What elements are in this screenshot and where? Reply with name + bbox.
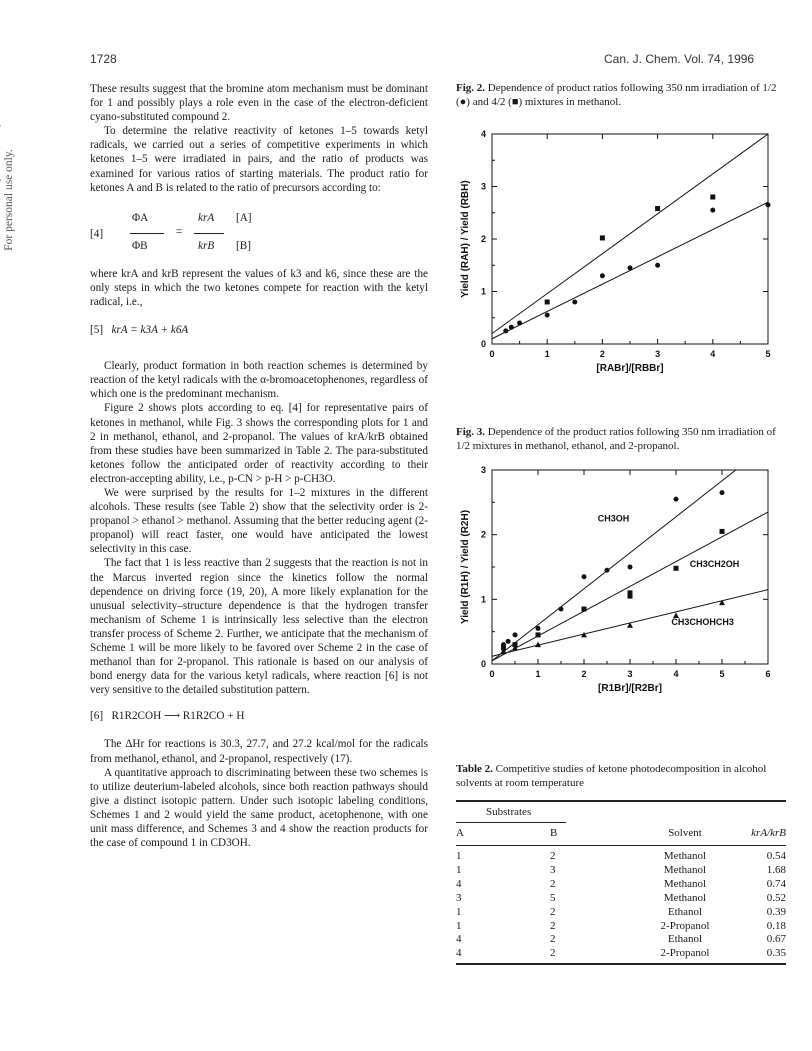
table-cell: 0.35: [766, 947, 786, 960]
x-tick-label: 6: [765, 669, 771, 679]
series-label: CH3CHOHCH3: [671, 617, 734, 628]
data-point-circle: [600, 273, 605, 278]
equation-6: [90, 709, 428, 723]
paragraph: where krA and krB represent the values of k3 and k6, since these are the only steps in which the two ketones compete for reaction with the ketyl radical, i.e.,: [90, 267, 428, 308]
table-row: [456, 878, 786, 892]
x-tick-label: 5: [719, 669, 725, 679]
caption-label: Table 2.: [456, 763, 493, 775]
x-axis-label: [R1Br]/[R2Br]: [598, 683, 662, 694]
paragraph: To determine the relative reactivity of ketones 1–5 towards ketyl radicals, we carried out a series of competitive experiments in which ketones 1–5 were irradiated in pairs, and the ratio of products was examined for various ratios of starting materials. The product ratio for ketones A and B is related to the ratio of precursors according to:: [90, 125, 428, 194]
table-header: krA/krB: [751, 827, 786, 840]
x-tick-label: 2: [599, 349, 605, 359]
table-cell: 4: [456, 877, 462, 890]
caption-text: Competitive studies of ketone photodecomposition in alcohol solvents at room temperature: [456, 763, 767, 789]
fraction-bar: [130, 233, 164, 234]
equation-term: [B]: [236, 239, 251, 252]
x-tick-label: 5: [765, 349, 771, 359]
data-point-circle: [572, 300, 577, 305]
equation-term: =: [176, 225, 183, 238]
table-cell: 1: [456, 850, 462, 862]
y-tick-label: 2: [480, 529, 486, 540]
data-point-circle: [628, 565, 633, 570]
download-note: [0, 0, 18, 560]
y-axis-label: Yield (RAH) / Yield (RBH): [460, 180, 471, 298]
equation-term: krA: [198, 211, 215, 224]
table-cell: 3: [550, 863, 556, 876]
page-number: 1728: [90, 52, 117, 66]
x-tick-label: 1: [535, 669, 541, 679]
fig2-caption: [456, 82, 786, 109]
data-point-circle: [655, 263, 660, 268]
table-cell: 2: [550, 850, 556, 862]
x-tick-label: 2: [581, 669, 587, 679]
y-tick-label: 0: [480, 659, 486, 669]
equation-label: [6]: [90, 710, 104, 723]
table-header: B: [550, 827, 558, 840]
table-header: A: [456, 827, 464, 840]
data-point-square: [600, 235, 605, 240]
paragraph: A quantitative approach to discriminating between these two schemes is to utilize deuterium-labeled alcohols, since both reaction pathways should give a distinct isotopic pattern. Under such isotopic labeling conditions, Schemes 1 and 2 would yield the same product, acetophenone, with one unit mass difference, and Schemes 3 and 4 show the reaction products for the case of compound 1 in CD3OH.: [90, 766, 428, 850]
table-cell: Methanol: [663, 863, 707, 876]
table-cell: 5: [550, 891, 556, 904]
data-point-square: [582, 607, 587, 612]
left-text-column: [90, 82, 428, 850]
data-point-circle: [503, 328, 508, 333]
fig3-chart: [446, 462, 786, 694]
data-point-circle: [710, 208, 715, 213]
equation-term: ΦB: [132, 239, 148, 252]
y-tick-label: 3: [480, 181, 486, 192]
data-point-circle: [536, 626, 541, 631]
paragraph: Figure 2 shows plots according to eq. [4] for representative pairs of ketones in methanol, while Fig. 3 shows the corresponding plots for 1 and 2 in methanol, ethanol, and 2-propanol. The values of krA/krB obtained from these studies have been summarized in Table 2. The para-substituted ketones follow the anticipated order of reactivity according to their electron-accepting ability, i.e., p-CN > p-H > p-CH3O.: [90, 402, 428, 485]
table-cell: 1: [456, 905, 462, 918]
equation-label: [5]: [90, 324, 104, 337]
table-cell: Methanol: [663, 850, 707, 862]
y-tick-label: 1: [480, 594, 486, 605]
table-row: [456, 920, 786, 934]
data-point-circle: [545, 313, 550, 318]
data-point-square: [545, 300, 550, 305]
fig3-caption: [456, 426, 786, 453]
x-tick-label: 0: [489, 349, 495, 359]
equation-term: krB: [198, 239, 215, 252]
plot-frame: [492, 134, 768, 344]
data-point-circle: [582, 574, 587, 579]
table-cell: 0.39: [766, 905, 786, 918]
table-cell: 0.74: [766, 877, 786, 890]
equation-term: [A]: [236, 211, 252, 224]
table-row: [456, 933, 786, 947]
table-cell: 0.67: [766, 933, 786, 946]
table-cell: 2: [550, 905, 556, 918]
data-point-circle: [559, 607, 564, 612]
series-label: CH3OH: [597, 513, 630, 524]
fraction-bar: [194, 233, 224, 234]
table-row: [456, 846, 786, 864]
table-header-row: [456, 823, 786, 846]
fit-line: [492, 512, 768, 661]
table2-caption: [456, 763, 786, 790]
table-cell: 1.68: [766, 863, 786, 876]
y-tick-label: 4: [480, 129, 486, 139]
equation-body: R1R2COH ⟶ R1R2CO + H: [111, 710, 245, 723]
data-point-circle: [605, 568, 610, 573]
table2: [456, 800, 786, 965]
data-point-circle: [766, 202, 771, 207]
x-tick-label: 0: [489, 669, 495, 679]
table-cell: 3: [456, 891, 462, 904]
download-note-line2: For personal use only.: [3, 149, 15, 251]
table-group-header: Substrates: [486, 806, 532, 818]
table-cell: 0.52: [766, 891, 786, 904]
table-row: [456, 892, 786, 906]
table-cell: Methanol: [663, 891, 707, 904]
table-cell: Ethanol: [667, 933, 703, 946]
table-cell: 4: [456, 933, 462, 946]
data-point-square: [720, 529, 725, 534]
y-tick-label: 3: [480, 465, 486, 475]
x-tick-label: 4: [673, 669, 679, 679]
data-point-square: [710, 195, 715, 200]
table-cell: 0.18: [766, 919, 786, 932]
caption-label: Fig. 3.: [456, 426, 486, 438]
data-point-square: [674, 566, 679, 571]
table-row: [456, 947, 786, 961]
x-tick-label: 3: [655, 349, 661, 359]
table-cell: Methanol: [663, 877, 707, 890]
y-tick-label: 1: [480, 286, 486, 297]
data-point-circle: [628, 265, 633, 270]
table-row: [456, 864, 786, 878]
data-point-circle: [720, 490, 725, 495]
table-cell: 1: [456, 863, 462, 876]
table2-grid: [456, 823, 786, 961]
y-axis-label: Yield (R1H) / Yield (R2H): [460, 509, 471, 625]
equation-4: [90, 209, 428, 261]
data-point-circle: [506, 639, 511, 644]
equation-label: [4]: [90, 227, 104, 240]
data-point-circle: [513, 632, 518, 637]
table-cell: Ethanol: [667, 905, 703, 918]
paragraph: These results suggest that the bromine atom mechanism must be dominant for 1 and possibly plays a role even in the case of the electron-deficient cyano-substituted compound 2.: [90, 83, 428, 124]
x-axis-label: [RABr]/[RBBr]: [596, 363, 664, 374]
data-point-circle: [517, 321, 522, 326]
table-cell: 0.54: [766, 850, 786, 862]
caption-text: Dependence of the product ratios following 350 nm irradiation of 1/2 mixtures in methanol, ethanol, and 2-propanol.: [456, 426, 776, 452]
series-label: CH3CH2OH: [689, 559, 740, 569]
fig2-chart: [446, 124, 786, 374]
x-tick-label: 3: [627, 669, 633, 679]
table-cell: 4: [456, 947, 462, 960]
table-cell: 2-Propanol: [660, 947, 710, 960]
journal-citation: Can. J. Chem. Vol. 74, 1996: [604, 52, 755, 66]
x-tick-label: 4: [710, 349, 716, 359]
data-point-square: [628, 590, 633, 595]
table-cell: 2: [550, 919, 556, 932]
paragraph: Clearly, product formation in both reaction schemes is determined by reaction of the ketyl radicals with the α-bromoacetophenones, regardless of which one is the predominant mechanism.: [90, 360, 428, 401]
data-point-square: [655, 206, 660, 211]
caption-text: Dependence of product ratios following 350 nm irradiation of 1/2 (●) and 4/2 (■) mixtures in methanol.: [456, 82, 777, 108]
table-cell: 2: [550, 933, 556, 946]
y-tick-label: 2: [480, 234, 486, 244]
caption-label: Fig. 2.: [456, 82, 486, 94]
data-point-circle: [509, 325, 514, 330]
y-tick-label: 0: [480, 339, 486, 349]
equation-5: [90, 323, 428, 337]
paragraph: The fact that 1 is less reactive than 2 suggests that the reaction is not in the Marcus inverted region since the kinetics follow the normal dependence on driving force (19, 20), A more likely explanation for the unusual selectivity–structure dependence is that the hydrogen transfer mechanism of Scheme 1 is intrinsically less selective than the electron transfer process of Scheme 2. Further, we anticipate that the mechanism of Scheme 1 will be more likely to be favored over Scheme 2 in the case of methanol than for 2-propanol. This rationale is based on our analysis of bond energy data for the various ketyl radicals, where reaction [6] is not very sensitive to the detailed substitution pattern.: [90, 557, 428, 697]
equation-body: krA = k3A + k6A: [111, 324, 189, 337]
fit-line: [492, 202, 768, 339]
table-cell: 2-Propanol: [660, 919, 710, 932]
paragraph: We were surprised by the results for 1–2 mixtures in the different alcohols. These results (see Table 2) show that the selectivity order is 2-propanol > ethanol > methanol. Assuming that the better reducing agent (2-propanol) will react faster, one would have anticipated the lowest selectivity in this case.: [90, 486, 428, 556]
table-cell: 1: [456, 919, 462, 932]
paragraph: The ΔHr for reactions is 30.3, 27.7, and 27.2 kcal/mol for the radicals from methanol, ethanol, and 2-propanol, respectively (17).: [90, 738, 428, 765]
table-cell: 2: [550, 947, 556, 960]
table-cell: 2: [550, 877, 556, 890]
fit-line: [492, 134, 768, 334]
table-header: Solvent: [668, 827, 702, 840]
x-tick-label: 1: [544, 349, 550, 359]
table-row: [456, 906, 786, 920]
equation-term: ΦA: [132, 211, 149, 224]
data-point-circle: [674, 497, 679, 502]
data-point-square: [536, 632, 541, 637]
